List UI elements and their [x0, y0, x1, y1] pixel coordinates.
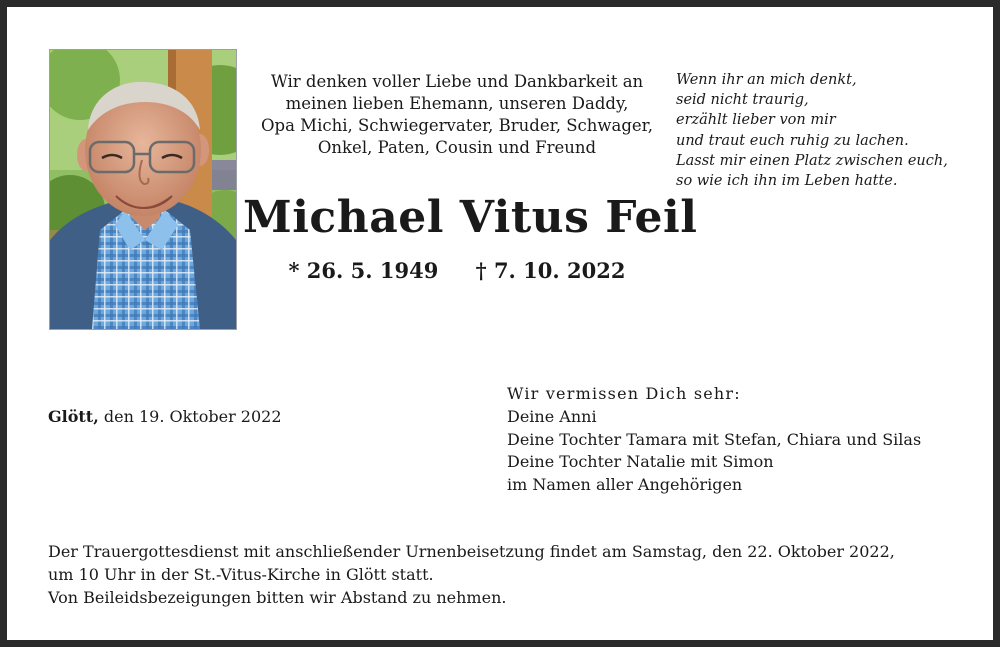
mourner-line: im Namen aller Angehörigen	[507, 475, 743, 495]
poem-line: und traut euch ruhig zu lachen.	[676, 132, 909, 149]
mourners-signoff	[507, 383, 977, 497]
dedication-line: Opa Michi, Schwiegervater, Bruder, Schwager,	[261, 116, 653, 135]
deceased-name: Michael Vitus Feil	[243, 192, 698, 243]
mourner-line: Deine Tochter Tamara mit Stefan, Chiara und Silas	[507, 429, 922, 449]
portrait-illustration	[50, 50, 236, 329]
place-town: Glött,	[48, 407, 99, 426]
mourner-line: Deine Anni	[507, 406, 597, 426]
life-dates	[243, 257, 671, 285]
signoff-heading: Wir vermissen Dich sehr:	[507, 384, 741, 403]
poem-line: so wie ich ihn im Leben hatte.	[676, 173, 898, 190]
death-date: † 7. 10. 2022	[475, 258, 626, 283]
poem-line: erzählt lieber von mir	[676, 112, 836, 129]
service-line: Der Trauergottesdienst mit anschließender Urnenbeisetzung findet am Samstag, den 22. Oktober 2022,	[48, 542, 895, 561]
dedication-line: meinen lieben Ehemann, unseren Daddy,	[285, 94, 629, 113]
place-and-date	[48, 406, 282, 428]
portrait-photo	[49, 49, 237, 330]
poem-line: Wenn ihr an mich denkt,	[676, 72, 857, 88]
dedication-text	[243, 71, 671, 159]
service-announcement	[48, 540, 978, 609]
place-date: den 19. Oktober 2022	[98, 407, 282, 426]
mourner-line: Deine Tochter Natalie mit Simon	[507, 452, 774, 472]
poem-verse	[676, 70, 986, 191]
dedication-line: Onkel, Paten, Cousin und Freund	[317, 138, 597, 157]
poem-line: seid nicht traurig,	[676, 92, 809, 109]
poem-line: Lasst mir einen Platz zwischen euch,	[676, 152, 948, 169]
service-line: Von Beileidsbezeigungen bitten wir Abstand zu nehmen.	[48, 588, 507, 607]
service-line: um 10 Uhr in der St.-Vitus-Kirche in Glött statt.	[48, 565, 434, 584]
birth-date: * 26. 5. 1949	[288, 258, 439, 283]
dedication-line: Wir denken voller Liebe und Dankbarkeit an	[270, 72, 644, 91]
